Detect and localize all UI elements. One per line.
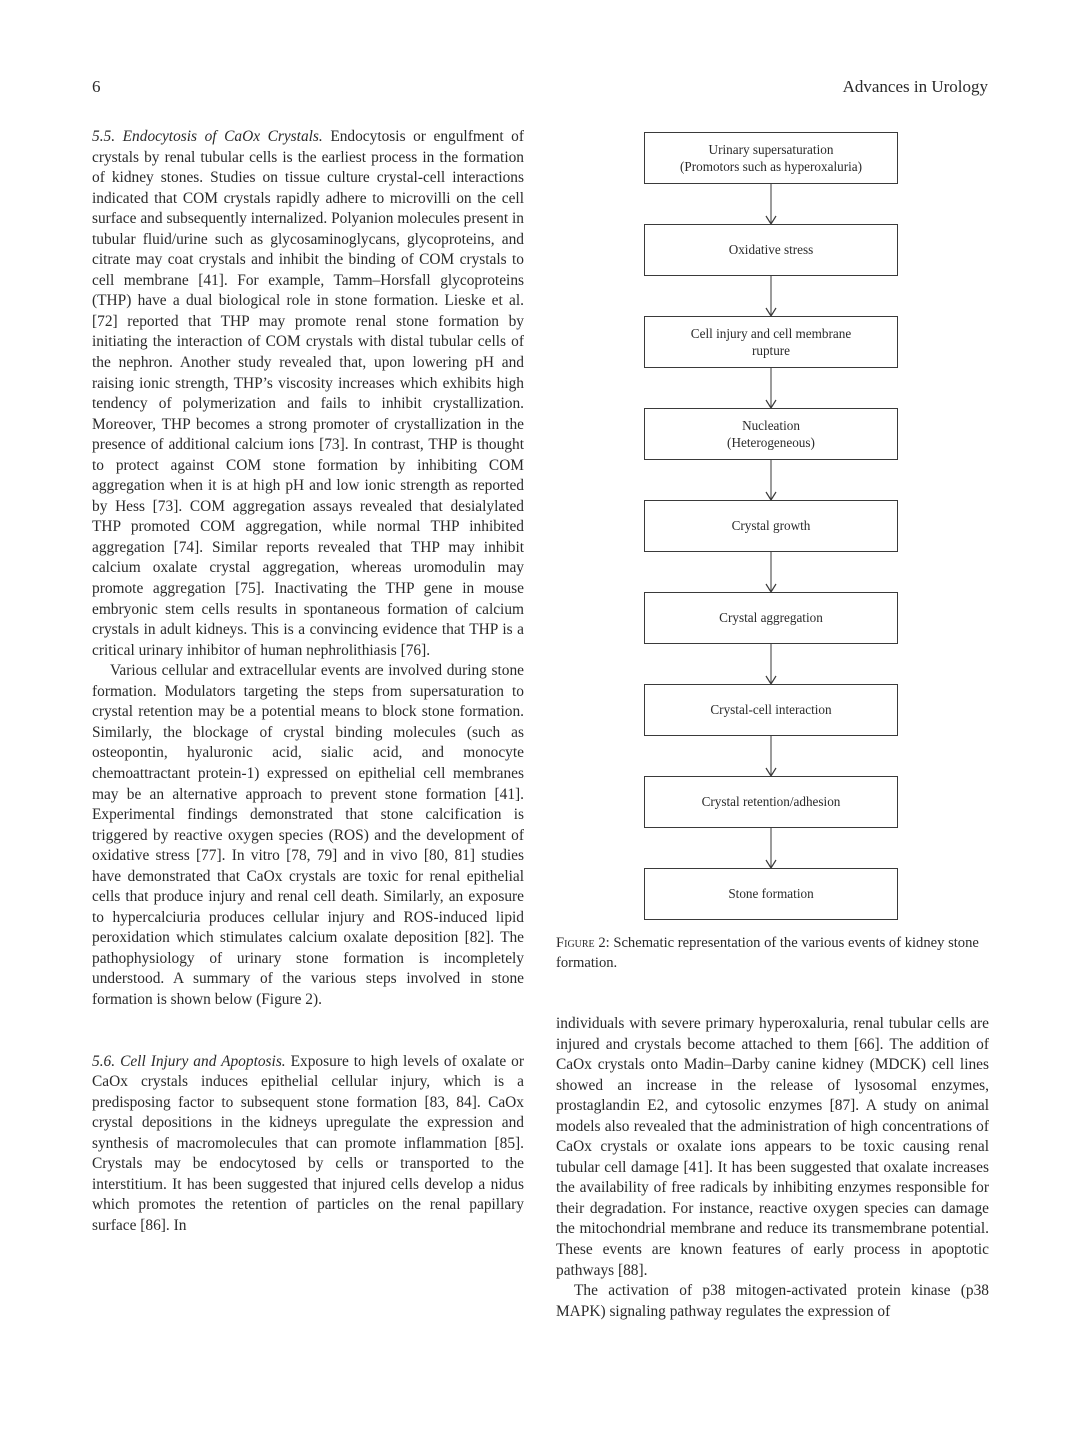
- flow-step-line-2: rupture: [751, 343, 791, 358]
- left-column: [92, 127, 524, 1236]
- flow-step-7: [644, 684, 898, 736]
- right-column: [556, 1014, 989, 1322]
- flow-step-line-1: Nucleation: [742, 417, 800, 433]
- flow-step-line-1: Crystal aggregation: [719, 610, 823, 626]
- flow-step-line-1: Crystal-cell interaction: [710, 702, 832, 718]
- page-number: 6: [92, 77, 101, 96]
- flow-step-9: [644, 868, 898, 920]
- flow-step-line-2: (Heterogeneous): [727, 435, 815, 450]
- figure-caption-label: Figure 2:: [556, 935, 610, 951]
- running-head-journal: Advances in Urology: [842, 77, 988, 96]
- section-5-5-paragraph-2: Various cellular and extracellular events are involved during stone formation. Modulators targeting the steps from supersaturation to crystal retention may be a potential means to block stone formation. Similarly, the blockage of crystal binding molecules (such as osteopontin, hyaluronic acid, sialic acid, and monocyte chemoattractant protein-1) expressed on epithelial cell membranes may be an alternative approach to prevent stone formation [41]. Experimental findings demonstrated that stone calcification is triggered by reactive oxygen species (ROS) and the development of oxidative stress [77]. In vitro [78, 79] and in vivo [80, 81] studies have demonstrated that CaOx crystals are toxic for renal epithelial cells that produce injury and renal cell death. Similarly, an exposure to hypercalciuria produces cellular injury and ROS-induced lipid peroxidation which stimulates calcium oxalate deposition [82]. The pathophysiology of urinary stone formation is incompletely understood. A summary of the various steps involved in stone formation is shown below (Figure 2).: [92, 662, 524, 1008]
- flow-step-5: [644, 500, 898, 552]
- flow-step-line-1: Crystal retention/adhesion: [701, 794, 841, 810]
- section-5-5-paragraph-1: [92, 127, 524, 661]
- figure-caption-text: Schematic representation of the various events of kidney stone formation.: [556, 935, 979, 971]
- flow-step-2: [644, 224, 898, 276]
- flow-step-line-1: Urinary supersaturation: [708, 141, 834, 157]
- flow-step-line-1: Cell injury and cell membrane: [690, 325, 852, 341]
- section-5-5-heading: 5.5. Endocytosis of CaOx Crystals.: [92, 128, 323, 145]
- flow-step-line-1: Crystal growth: [731, 518, 811, 534]
- right-column-paragraph-1: individuals with severe primary hyperoxaluria, renal tubular cells are injured and crystals become attached to them [66]. The addition of CaOx crystals onto Madin–Darby canine kidney (MDCK) cell lines showed an increase in the release of lysosomal enzymes, prostaglandin E2, and cytosolic enzymes [87]. A study on animal models also revealed that the administration of high concentrations of CaOx crystals or oxalate ions appears to be toxic causing renal tubular cell damage [41]. It has been suggested that oxalate increases the availability of free radicals by inhibiting enzymes responsible for their degradation. For instance, reactive oxygen species can damage the mitochondrial membrane and reduce its transmembrane potential. These events are known features of early process in apoptotic pathways [88].: [556, 1015, 989, 1279]
- flow-step-4: [644, 408, 898, 460]
- section-5-6-paragraph-1: [92, 1052, 524, 1237]
- figure-caption: [556, 934, 989, 973]
- flow-step-8: [644, 776, 898, 828]
- flow-step-3: [644, 316, 898, 368]
- section-5-6-paragraph-1-text: Exposure to high levels of oxalate or CaOx crystals induces epithelial cellular injury, which is a predisposing factor to subsequent stone formation [83, 84]. CaOx crystal depositions in the kidneys upregulate the expression and synthesis of macromolecules that can promote inflammation [85]. Crystals may be endocytosed by cells or transported to the interstitium. It has been suggested that injured cells develop a nidus which promotes the retention of particles on the renal papillary surface [86]. In: [92, 1052, 524, 1234]
- section-5-5-paragraph-1-text: Endocytosis or engulfment of crystals by renal tubular cells is the earliest process in the formation of kidney stones. Studies on tissue culture crystal-cell interactions indicated that COM crystals rapidly adhere to microvilli on the cell surface and subsequently internalized. Polyanion molecules present in tubular fluid/urine such as glycosaminoglycans, glycoproteins, and citrate may coat crystals and inhibit the binding of COM crystals to cell membrane [41]. For example, Tamm–Horsfall glycoproteins (THP) have a dual biological role in stone formation. Lieske et al. [72] reported that THP may promote renal stone formation by initiating the interaction of COM crystals with distal tubular cells of the nephron. Another study revealed that, upon lowering pH and raising ionic strength, THP’s viscosity increases which exhibits high tendency of polymerization and fails to inhibit crystallization. Moreover, THP becomes a strong promoter of crystallization in the presence of additional calcium ions [73]. In contrast, THP is thought to protect against COM stone formation by inhibiting COM aggregation when it is at high pH and low ionic strength as reported by Hess [73]. COM aggregation assays revealed that desialylated THP promoted COM aggregation, while normal THP inhibited aggregation [74]. Similar reports revealed that THP may inhibit calcium oxalate crystal aggregation, whereas uromodulin may promote aggregation [75]. Inactivating the THP gene in mouse embryonic stem cells results in spontaneous formation of calcium crystals in adult kidneys. This is a convincing evidence that THP is a critical urinary inhibitor of human nephrolithiasis [76].: [92, 128, 524, 659]
- section-gap: [92, 1011, 524, 1052]
- figure-2-flowchart: [644, 132, 900, 922]
- right-column-paragraph-2: The activation of p38 mitogen-activated protein kinase (p38 MAPK) signaling pathway regulates the expression of: [556, 1282, 989, 1320]
- flow-step-line-2: (Promotors such as hyperoxaluria): [679, 159, 863, 174]
- flow-step-1: [644, 132, 898, 184]
- flow-step-6: [644, 592, 898, 644]
- flow-step-line-1: Stone formation: [728, 886, 814, 902]
- flow-step-line-1: Oxidative stress: [728, 242, 814, 258]
- section-5-6-heading: 5.6. Cell Injury and Apoptosis.: [92, 1052, 286, 1070]
